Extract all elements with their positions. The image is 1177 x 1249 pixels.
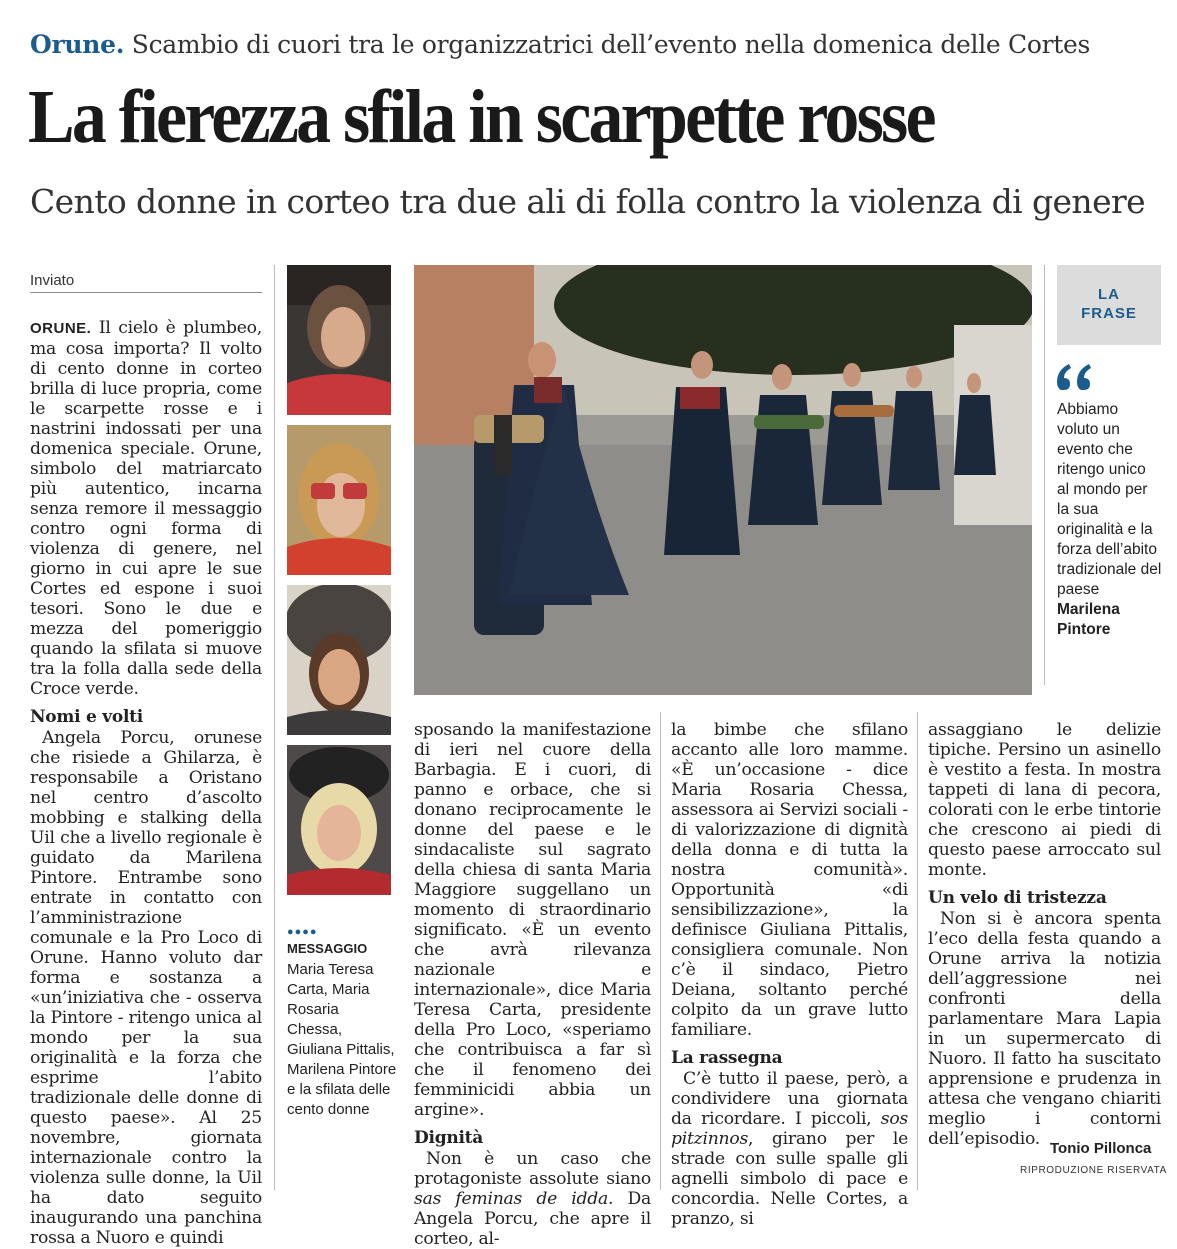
paragraph-text: . Da Angela Porcu, che apre il corteo, al-	[414, 1189, 651, 1249]
kicker-text: Scambio di cuori tra le organizzatrici dell’evento nella domenica delle Cortes	[131, 30, 1091, 59]
section-heading: La rassegna	[671, 1048, 783, 1068]
italic-text: sas feminas de idda	[414, 1189, 608, 1209]
photo-caption: Maria Teresa Carta, Maria Rosaria Chessa, Giuliana Pittalis, Marilena Pintore e la sfilata delle cento donne	[287, 961, 397, 1118]
quote-icon	[1057, 362, 1097, 399]
kicker-place: Orune.	[30, 30, 125, 59]
italic-text: sos pitzinnos	[671, 1109, 908, 1149]
paragraph-text: Non è un caso che protagoniste assolute siano	[414, 1149, 651, 1189]
byline-divider	[30, 292, 262, 293]
paragraph	[671, 1069, 908, 1229]
paragraph-text: Il cielo è plumbeo, ma cosa importa? Il volto di cento donne in corteo brilla di luce propria, come le scarpette rosse e i nastrini indossati per una domenica speciale. Orune, simbolo del matriarcato più autentico, incarna senza remore il messaggio contro ogni forma di violenza di genere, nel giorno in cui apre le sue Cortes ed espone i suoi tesori. Sono le due e mezza del pomeriggio quando la sfilata si muove tra la folla dalla sede della Croce verde.	[30, 318, 262, 699]
paragraph	[30, 318, 262, 699]
section-heading: Un velo di tristezza	[928, 888, 1107, 908]
portrait-photo	[287, 425, 391, 575]
portrait-photo	[287, 745, 391, 895]
frase-label-la: LA	[1098, 286, 1120, 303]
column-divider	[1044, 265, 1045, 685]
paragraph-text: C’è tutto il paese, però, a condividere una giornata da ricordare. I piccoli,	[671, 1069, 908, 1129]
column-divider	[274, 265, 275, 1190]
subhead: Cento donne in corteo tra due ali di folla contro la violenza di genere	[30, 182, 1146, 221]
paragraph: assaggiano le delizie tipiche. Persino un asinello è vestito a festa. In mostra tappeti di lana di pecora, colorati con le erbe tintorie che crescono ai piedi di questo paese arroccato sul monte.	[928, 720, 1161, 880]
headline: La fierezza sfila in scarpette rosse	[28, 75, 934, 159]
paragraph: Angela Porcu, orunese che risiede a Ghilarza, è responsabile a Oristano nel centro d’ascolto mobbing e stalking della Uil che a livello regionale è guidato da Marilena Pintore. Entrambe sono entrate in contatto con l’amministrazione comunale e la Pro Loco di Orune. Hanno voluto dar forma e sostanza a «un’iniziativa che - osserva la Pintore - ritengo unica al mondo per la sua originalità e la forza che esprime l’abito tradizionale delle donne di questo paese». Al 25 novembre, giornata internazionale contro la violenza sulle donne, la Uil ha dato seguito inaugurando una panchina rossa a Nuoro e quindi	[30, 728, 262, 1248]
quote-author: Marilena Pintore	[1057, 601, 1120, 638]
article-column-1	[30, 318, 262, 1248]
article-column-3	[671, 720, 908, 1229]
frase-box	[1057, 265, 1161, 345]
main-photo	[414, 265, 1032, 695]
paragraph: la bimbe che sfilano accanto alle loro mamme. «È un’occasione - dice Maria Rosaria Chessa, assessora ai Servizi sociali - di valorizzazione di dignità della donna e di tutta la nostra comunità». Opportunità «di sensibilizzazione», la definisce Giuliana Pittalis, consigliera comunale. Non c’è il sindaco, Pietro Deiana, soltanto perché colpito da un grave lutto familiare.	[671, 720, 908, 1040]
quote	[1057, 400, 1162, 640]
quote-text: Abbiamo voluto un evento che ritengo unico al mondo per la sua originalità e la forza dell’abito tradizionale del paese	[1057, 401, 1162, 598]
author-signature: Tonio Pillonca	[1050, 1140, 1152, 1157]
portrait-photo	[287, 265, 391, 415]
paragraph	[414, 1149, 651, 1249]
section-heading: Nomi e volti	[30, 707, 143, 727]
byline: Inviato	[30, 272, 75, 289]
paragraph-text: , girano per le strade con sulle spalle gli agnelli simbolo di pace e concordia. Nelle Cortes, a pranzo, si	[671, 1129, 908, 1229]
section-heading: Dignità	[414, 1128, 484, 1148]
frase-label-frase: FRASE	[1081, 305, 1137, 322]
kicker	[30, 30, 1160, 59]
caption-label: MESSAGGIO	[287, 941, 368, 956]
paragraph: sposando la manifestazione di ieri nel cuore della Barbagia. E i cuori, di panno e orbace, che si donano reciprocamente le donne del paese e le sindacaliste sul sagrato della chiesa di santa Maria Maggiore suggellano un momento di straordinario significato. «È un evento che avrà rilevanza nazionale e internazionale», dice Maria Teresa Carta, presidente della Pro Loco, «speriamo che contribuisca a far sì che il fenomeno dei femminicidi abbia un argine».	[414, 720, 651, 1120]
paragraph: Non si è ancora spenta l’eco della festa quando a Orune arriva la notizia dell’aggressione nei confronti della parlamentare Mara Lapia in un supermercato di Nuoro. Il fatto ha suscitato apprensione e prudenza in attesa che vengano chiariti meglio i contorni dell’episodio.	[928, 909, 1161, 1149]
caption-dots: ●●●●	[287, 926, 318, 938]
article-column-4	[928, 720, 1161, 1149]
column-divider	[917, 712, 918, 1190]
portrait-photo	[287, 585, 391, 735]
dateline: ORUNE.	[30, 320, 92, 337]
copyright-notice: RIPRODUZIONE RISERVATA	[1020, 1165, 1167, 1176]
column-divider	[660, 712, 661, 1190]
article-column-2	[414, 720, 651, 1249]
